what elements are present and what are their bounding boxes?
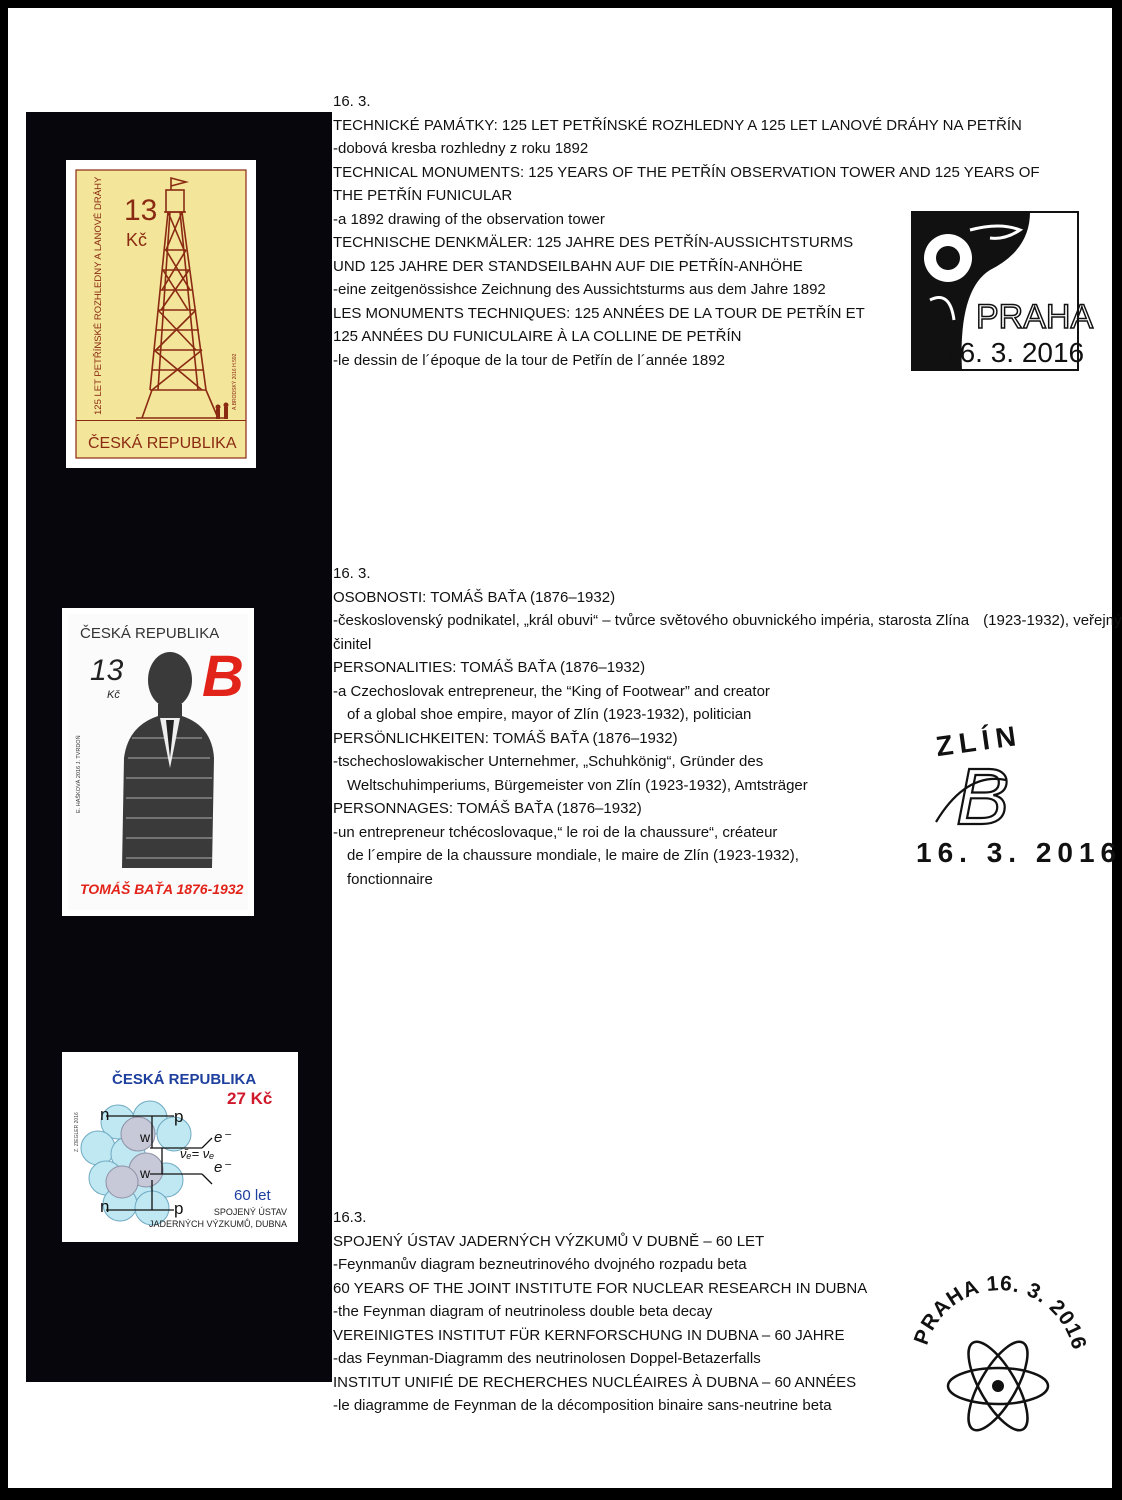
stamp-bata-currency: Kč	[107, 689, 120, 701]
svg-text:w: w	[140, 1165, 151, 1181]
text-line: SPOJENÝ ÚSTAV JADERNÝCH VÝZKUMŮ V DUBNĚ – 60 LET	[333, 1232, 765, 1250]
postmark-zlin-art	[906, 702, 1122, 882]
text-subline: -československý podnikatel, „král obuvi“ – tvůrce světového obuvnického impéria, starosta Zlína (1923-1932), veřejný činitel	[333, 612, 1122, 653]
text-line: 125 ANNÉES DU FUNICULAIRE À LA COLLINE DE PETŘÍN	[333, 328, 742, 345]
svg-text:B: B	[956, 752, 1010, 841]
text-subline: -eine zeitgenössishce Zeichnung des Aussichtsturms aus dem Jahre 1892	[333, 281, 826, 298]
svg-text:w: w	[140, 1129, 151, 1145]
stamp-petrin-tower	[66, 160, 256, 468]
svg-text:p: p	[174, 1107, 184, 1126]
text-subline: -le diagramme de Feynman de la décomposition binaire sans-neutrine beta	[333, 1397, 832, 1414]
text-subline: -das Feynman-Diagramm des neutrinolosen Doppel-Betazerfalls	[333, 1350, 761, 1367]
stamp-bata-value: 13	[90, 654, 124, 687]
postmark-praha-1	[910, 210, 1094, 377]
postmark-zlin-date: 16. 3. 2016	[916, 837, 1122, 868]
text-subline: -dobová kresba rozhledny z roku 1892	[333, 140, 589, 157]
svg-text:n: n	[100, 1105, 110, 1124]
text-line: INSTITUT UNIFIÉ DE RECHERCHES NUCLÉAIRES À DUBNA – 60 ANNÉES	[333, 1373, 857, 1391]
postmark-zlin-city: ZLÍN	[933, 719, 1024, 763]
postmark-praha-art	[910, 210, 1094, 372]
text-subline: -Feynmanův diagram bezneutrinového dvojného rozpadu beta	[333, 1256, 747, 1273]
postmark-praha-atom	[912, 1266, 1088, 1451]
svg-text:e⁻: e⁻	[214, 1159, 231, 1176]
stamp-dubna-years: 60 let	[234, 1187, 271, 1204]
postmark-zlin	[906, 702, 1122, 887]
stamp-petrin-value: 13	[124, 194, 158, 227]
stamp-petrin-art	[66, 160, 256, 468]
stamp-dubna	[62, 1052, 298, 1242]
stamp-bata-caption: TOMÁŠ BAŤA 1876-1932	[80, 881, 244, 897]
text-line: PERSONNAGES: TOMÁŠ BAŤA (1876–1932)	[333, 800, 642, 817]
text-line: OSOBNOSTI: TOMÁŠ BAŤA (1876–1932)	[333, 588, 616, 606]
text-block-dubna	[333, 1206, 867, 1418]
stamp-petrin-vertical: 125 LET PETŘÍNSKÉ ROZHLEDNY A LANOVÉ DRÁHY	[93, 176, 104, 415]
text-subline: -tschechoslowakischer Unternehmer, „Schuhkönig“, Gründer des Weltschuhimperiums, Bürgemeister von Zlín (1923-1932), Amtsträger	[333, 753, 808, 794]
stamp-tomas-bata	[62, 608, 254, 916]
stamp-petrin-credit: A.BRODSKÝ 2016 H.592	[232, 353, 238, 410]
text-line: TECHNISCHE DENKMÄLER: 125 JAHRE DES PETŘÍN-AUSSICHTSTURMS	[333, 234, 854, 251]
block-date: 16. 3.	[333, 93, 371, 110]
stamp-dubna-country: ČESKÁ REPUBLIKA	[112, 1071, 257, 1088]
text-line: VEREINIGTES INSTITUT FÜR KERNFORSCHUNG IN DUBNA – 60 JAHRE	[333, 1326, 845, 1344]
postmark-praha-date: 16. 3. 2016	[944, 337, 1085, 368]
text-subline: -a 1892 drawing of the observation tower	[333, 210, 605, 228]
stamp-petrin-currency: Kč	[126, 230, 148, 250]
stamp-bata-credit: E. HAŠKOVÁ 2016 J. TVRDOŇ	[76, 735, 82, 813]
stamp-dubna-art	[62, 1052, 298, 1242]
svg-text:e⁻: e⁻	[214, 1129, 231, 1146]
text-line: PERSONALITIES: TOMÁŠ BAŤA (1876–1932)	[333, 659, 646, 676]
svg-text:ν̄ₑ= νₑ: ν̄ₑ= νₑ	[180, 1146, 215, 1161]
text-line: UND 125 JAHRE DER STANDSEILBAHN AUF DIE PETŘÍN-ANHÖHE	[333, 257, 803, 275]
text-line: LES MONUMENTS TECHNIQUES: 125 ANNÉES DE LA TOUR DE PETŘÍN ET	[333, 304, 865, 322]
stamp-bata-art	[62, 608, 254, 916]
postmark-praha-city: PRAHA	[976, 298, 1094, 336]
stamp-dubna-value: 27 Kč	[227, 1089, 273, 1108]
text-line: PERSÖNLICHKEITEN: TOMÁŠ BAŤA (1876–1932)	[333, 729, 678, 747]
text-line: THE PETŘÍN FUNICULAR	[333, 187, 513, 204]
text-subline: -un entrepreneur tchécoslovaque,“ le roi de la chaussure“, créateur de l´empire de la chaussure mondiale, le maire de Zlín (1923-1932), fonctionnaire	[333, 823, 799, 888]
svg-text:p: p	[174, 1199, 184, 1218]
text-line: TECHNICAL MONUMENTS: 125 YEARS OF THE PETŘÍN OBSERVATION TOWER AND 125 YEARS OF	[333, 163, 1040, 181]
postmark-atom-art	[912, 1266, 1088, 1446]
stamp-dubna-name2: JADERNÝCH VÝZKUMŮ, DUBNA	[148, 1219, 287, 1229]
text-subline: -a Czechoslovak entrepreneur, the “King of Footwear” and creator of a global shoe empire, mayor of Zlín (1923-1932), politician	[333, 682, 770, 723]
bata-logo: B	[202, 644, 244, 709]
svg-text:n: n	[100, 1197, 110, 1216]
stamp-bata-country: ČESKÁ REPUBLIKA	[80, 625, 220, 642]
text-line: TECHNICKÉ PAMÁTKY: 125 LET PETŘÍNSKÉ ROZHLEDNY A 125 LET LANOVÉ DRÁHY NA PETŘÍN	[333, 116, 1022, 134]
text-line: 60 YEARS OF THE JOINT INSTITUTE FOR NUCLEAR RESEARCH IN DUBNA	[333, 1279, 868, 1297]
block-date: 16. 3.	[333, 565, 371, 582]
stamp-petrin-country: ČESKÁ REPUBLIKA	[88, 435, 237, 452]
block-date: 16.3.	[333, 1209, 367, 1226]
stamp-dubna-name1: SPOJENÝ ÚSTAV	[213, 1207, 287, 1217]
text-subline: -the Feynman diagram of neutrinoless double beta decay	[333, 1303, 713, 1320]
postmark-atom-text: PRAHA 16. 3. 201	[912, 1271, 1087, 1348]
text-subline: -le dessin de l´époque de la tour de Petřín de l´année 1892	[333, 351, 725, 369]
stamp-dubna-credit: Z. ZIEGLER 2016	[74, 1112, 80, 1152]
